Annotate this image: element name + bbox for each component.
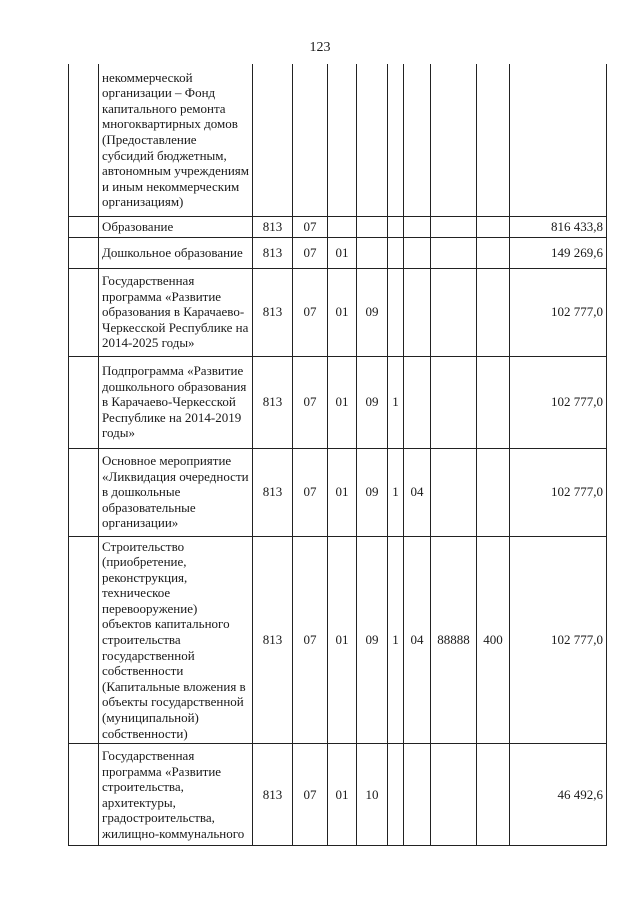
amount-cell: 102 777,0 (510, 536, 607, 744)
code-ministry-cell: 813 (253, 268, 293, 356)
code-activity-cell (404, 744, 431, 846)
code-program-cell (357, 216, 388, 237)
code-expense-type-cell (477, 744, 510, 846)
code-program-cell (357, 64, 388, 216)
code-ministry-cell: 813 (253, 237, 293, 268)
amount-cell: 816 433,8 (510, 216, 607, 237)
item-name-cell: Государственная программа «Развитие строительства, архитектуры, градостроительства, жилищно-коммунального (99, 744, 253, 846)
code-ministry-cell: 813 (253, 448, 293, 536)
code-direction-cell (431, 64, 477, 216)
code-section-cell: 07 (293, 448, 328, 536)
code-expense-type-cell (477, 64, 510, 216)
table-row (69, 268, 607, 356)
code-subprogram-cell (388, 64, 404, 216)
code-direction-cell (431, 448, 477, 536)
table-row (69, 237, 607, 268)
code-subsection-cell: 01 (328, 744, 357, 846)
code-activity-cell: 04 (404, 448, 431, 536)
code-expense-type-cell (477, 356, 510, 448)
code-subsection-cell: 01 (328, 268, 357, 356)
code-section-cell: 07 (293, 356, 328, 448)
code-section-cell: 07 (293, 216, 328, 237)
code-subprogram-cell (388, 268, 404, 356)
row-number-cell (69, 536, 99, 744)
item-name-cell: Государственная программа «Развитие образования в Карачаево-Черкесской Республике на 2014-2025 годы» (99, 268, 253, 356)
code-section-cell: 07 (293, 268, 328, 356)
amount-cell: 102 777,0 (510, 448, 607, 536)
code-section-cell: 07 (293, 237, 328, 268)
row-number-cell (69, 448, 99, 536)
amount-cell: 102 777,0 (510, 268, 607, 356)
code-direction-cell (431, 237, 477, 268)
code-ministry-cell: 813 (253, 744, 293, 846)
row-number-cell (69, 744, 99, 846)
code-expense-type-cell (477, 448, 510, 536)
item-name-cell: Основное мероприятие «Ликвидация очередности в дошкольные образовательные организации» (99, 448, 253, 536)
table-row (69, 216, 607, 237)
code-program-cell: 09 (357, 268, 388, 356)
item-name-cell: Дошкольное образование (99, 237, 253, 268)
code-direction-cell (431, 356, 477, 448)
code-program-cell: 09 (357, 536, 388, 744)
table-row (69, 356, 607, 448)
amount-cell: 46 492,6 (510, 744, 607, 846)
code-subprogram-cell: 1 (388, 536, 404, 744)
item-name-cell: Подпрограмма «Развитие дошкольного образования в Карачаево-Черкесской Республике на 2014-2019 годы» (99, 356, 253, 448)
code-direction-cell (431, 268, 477, 356)
budget-table (68, 64, 607, 846)
code-program-cell (357, 237, 388, 268)
code-subprogram-cell: 1 (388, 356, 404, 448)
code-subprogram-cell (388, 744, 404, 846)
code-ministry-cell: 813 (253, 536, 293, 744)
code-section-cell: 07 (293, 744, 328, 846)
item-name-cell: некоммерческой организации – Фонд капитального ремонта многоквартирных домов (Предоставление субсидий бюджетным, автономным учреждениям и иным некоммерческим организациям) (99, 64, 253, 216)
code-subsection-cell: 01 (328, 536, 357, 744)
code-subsection-cell: 01 (328, 448, 357, 536)
code-direction-cell: 88888 (431, 536, 477, 744)
row-number-cell (69, 64, 99, 216)
row-number-cell (69, 268, 99, 356)
code-direction-cell (431, 216, 477, 237)
amount-cell (510, 64, 607, 216)
code-subsection-cell: 01 (328, 237, 357, 268)
code-activity-cell (404, 356, 431, 448)
code-ministry-cell (253, 64, 293, 216)
code-subprogram-cell (388, 216, 404, 237)
table-row (69, 64, 607, 216)
code-expense-type-cell: 400 (477, 536, 510, 744)
code-subsection-cell (328, 216, 357, 237)
code-expense-type-cell (477, 216, 510, 237)
amount-cell: 149 269,6 (510, 237, 607, 268)
code-program-cell: 09 (357, 356, 388, 448)
amount-cell: 102 777,0 (510, 356, 607, 448)
table-row (69, 448, 607, 536)
code-subprogram-cell: 1 (388, 448, 404, 536)
code-expense-type-cell (477, 268, 510, 356)
code-section-cell (293, 64, 328, 216)
table-row (69, 744, 607, 846)
row-number-cell (69, 216, 99, 237)
page-number: 123 (309, 40, 331, 55)
code-activity-cell (404, 216, 431, 237)
row-number-cell (69, 356, 99, 448)
code-activity-cell (404, 237, 431, 268)
code-activity-cell (404, 64, 431, 216)
code-ministry-cell: 813 (253, 216, 293, 237)
code-section-cell: 07 (293, 536, 328, 744)
code-subsection-cell: 01 (328, 356, 357, 448)
code-subprogram-cell (388, 237, 404, 268)
code-activity-cell (404, 268, 431, 356)
item-name-cell: Образование (99, 216, 253, 237)
code-direction-cell (431, 744, 477, 846)
code-activity-cell: 04 (404, 536, 431, 744)
code-expense-type-cell (477, 237, 510, 268)
code-subsection-cell (328, 64, 357, 216)
table-row (69, 536, 607, 744)
row-number-cell (69, 237, 99, 268)
item-name-cell: Строительство (приобретение, реконструкция, техническое перевооружение) объектов капитального строительства государственной собственности (Капитальные вложения в объекты государственной (муниципальной) собственности) (99, 536, 253, 744)
code-program-cell: 10 (357, 744, 388, 846)
code-ministry-cell: 813 (253, 356, 293, 448)
code-program-cell: 09 (357, 448, 388, 536)
